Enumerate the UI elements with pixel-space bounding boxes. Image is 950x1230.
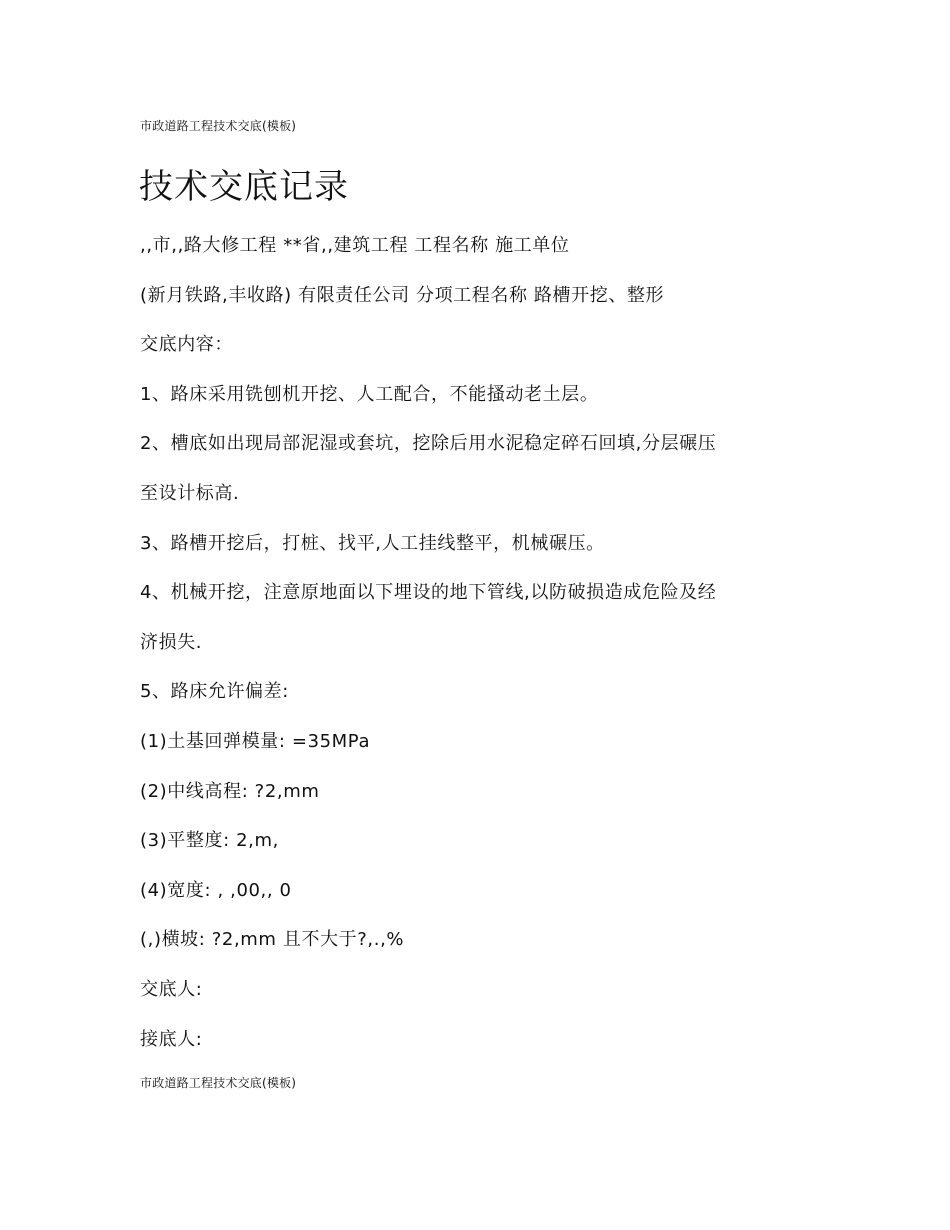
paragraph-line: 2、槽底如出现局部泥湿或套坑，挖除后用水泥稳定碎石回填,分层碾压 bbox=[140, 433, 717, 455]
paragraph-line: 5、路床允许偏差: bbox=[140, 681, 289, 703]
tolerance-item: (3)平整度: 2,m, bbox=[140, 830, 279, 852]
tolerance-item: (4)宽度: , ,00,, 0 bbox=[140, 879, 292, 901]
receiver-label: 接底人: bbox=[140, 1028, 203, 1050]
header-note: 市政道路工程技术交底(模板) bbox=[140, 119, 297, 133]
document-body bbox=[140, 232, 820, 1075]
footer-note: 市政道路工程技术交底(模板) bbox=[140, 1076, 297, 1090]
paragraph-line: 济损失. bbox=[140, 631, 203, 653]
paragraph-line: 1、路床采用铣刨机开挖、人工配合，不能搔动老土层。 bbox=[140, 383, 599, 405]
paragraph-line: 3、路槽开挖后，打桩、找平,人工挂线整平，机械碾压。 bbox=[140, 532, 605, 554]
tolerance-item: (1)土基回弹模量: =35MPa bbox=[140, 730, 371, 752]
document-title: 技术交底记录 bbox=[139, 167, 349, 207]
section-heading: 交底内容： bbox=[140, 334, 233, 356]
tolerance-item: (,)横坡: ?2,mm 且不大于?,.,% bbox=[140, 929, 405, 951]
paragraph-line: 至设计标高. bbox=[140, 482, 240, 504]
paragraph-line: 4、机械开挖，注意原地面以下埋设的地下管线,以防破损造成危险及经 bbox=[140, 582, 717, 604]
tolerance-item: (2)中线高程: ?2,mm bbox=[140, 780, 320, 802]
presenter-label: 交底人: bbox=[140, 978, 203, 1000]
project-info-line: ,,市,,路大修工程 **省,,建筑工程 工程名称 施工单位 bbox=[140, 235, 570, 256]
project-info-line: (新月铁路,丰收路) 有限责任公司 分项工程名称 路槽开挖、整形 bbox=[140, 284, 665, 306]
